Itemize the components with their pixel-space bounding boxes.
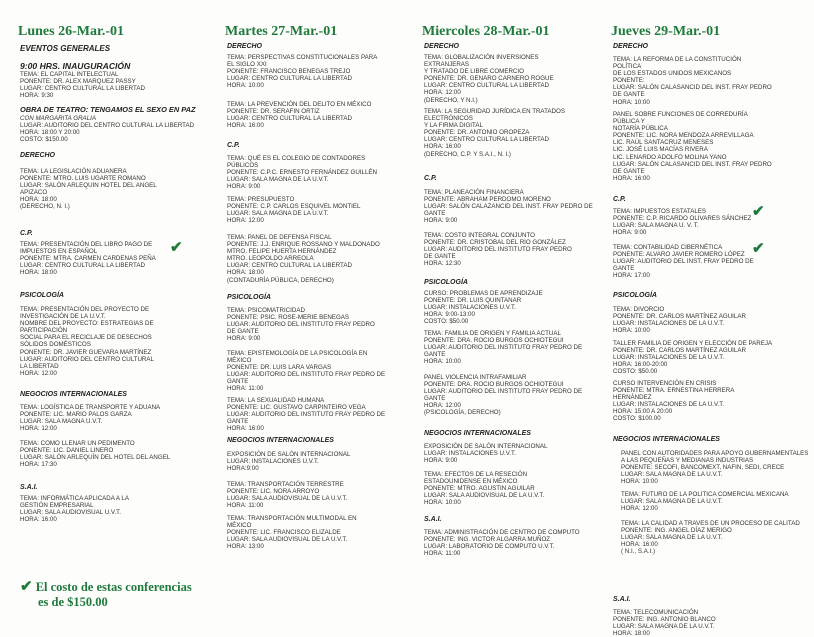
day-header: Miercoles 28-Mar.-01 bbox=[422, 24, 550, 39]
text-line: LUGAR: SALA MAGNA DE LA U.V.T. bbox=[613, 623, 715, 631]
text-line: LIC. JOSÉ LUIS MACÍAS RIVERA bbox=[613, 146, 708, 154]
text-line: HORA: 10:00 bbox=[227, 82, 264, 90]
text-line: TEMA: EFECTOS DE LA RESECIÓN bbox=[424, 471, 528, 478]
text-line: PONENTE: LIC. DANIEL LINERO bbox=[20, 447, 114, 455]
section-title: C.P. bbox=[613, 196, 626, 203]
text-line: LUGAR: SALÓN ARLEQUIN HOTEL DEL ANGEL bbox=[20, 182, 157, 190]
event-block bbox=[613, 609, 716, 637]
text-line: NOMBRE DEL PROYECTO: ESTRATEGIAS DE bbox=[20, 320, 154, 328]
text-line: HERNÁNDEZ bbox=[613, 394, 652, 402]
text-line: PONENTE: MTRA. CARMEN CARDENAS PEÑA bbox=[20, 255, 156, 263]
text-line: LUGAR: CENTRO CULTURAL LA LIBERTAD bbox=[20, 262, 145, 270]
text-line: EXPOSICIÓN DE SALÓN INTERNACIONAL bbox=[424, 443, 548, 450]
text-line: HORA: 17:00 bbox=[613, 272, 650, 280]
text-line: TEMA: PLANEACIÓN FINANCIERA bbox=[424, 189, 524, 196]
text-line: TEMA: FAMILIA DE ORIGEN Y FAMILIA ACTUAL bbox=[424, 330, 561, 337]
section-title: PSICOLOGÍA bbox=[227, 294, 271, 301]
text-line: TEMA: ADMINISTRACIÓN DE CENTRO DE COMPUTO bbox=[424, 529, 580, 536]
check-icon: ✔ bbox=[752, 203, 765, 220]
text-line: HORA: 12:30 bbox=[424, 260, 461, 268]
text-line: A LAS PEQUEÑAS Y MEDIANAS INDUSTRIAS bbox=[621, 457, 754, 465]
text-line: LUGAR: SALÓN ARLEQUÍN DEL HOTEL DEL ANGEL bbox=[20, 454, 171, 462]
text-line: LUGAR: AUDITORIO DEL INSTITUTO FRAY PEDRO bbox=[424, 246, 572, 254]
event-block bbox=[424, 330, 582, 365]
text-line: HORA: 12:00 bbox=[20, 425, 57, 433]
event-block bbox=[227, 234, 380, 284]
text-line: PANEL SOBRE FUNCIONES DE CORREDURÍA bbox=[613, 111, 748, 118]
text-line: GANTE bbox=[613, 265, 635, 273]
text-line: TEMA: LA LEGISLACIÓN ADUANERA bbox=[20, 168, 127, 175]
text-line: PONENTE: MTRO. LUIS UGARTE ROMANO bbox=[20, 175, 146, 183]
text-line: GANTE bbox=[227, 418, 249, 426]
text-line: LUGAR: AUDITORIO DEL INSTITUTO FRAY PEDRO DE bbox=[424, 388, 583, 396]
text-line: HORA: 18:00 bbox=[613, 630, 650, 637]
check-icon: ✔ bbox=[20, 579, 33, 595]
event-block bbox=[424, 529, 580, 557]
text-line: PONENTE: DR. JAVIER GUEVARA MARTÍNEZ bbox=[20, 348, 152, 356]
text-line: HORA: 12:00 bbox=[621, 505, 658, 513]
text-line: LUGAR: CENTRO CULTURAL LA LIBERTAD bbox=[227, 262, 352, 270]
text-line: TEMA: PRESENTACIÓN DEL PROYECTO DE bbox=[20, 306, 150, 313]
text-line: LUGAR: INSTALACIONES U.V.T. bbox=[227, 458, 319, 466]
text-line: LUGAR: INSTALACIONES DE LA U.V.T. bbox=[613, 320, 725, 328]
text-line: HORA: 9:00 bbox=[424, 457, 458, 465]
text-line: HORA: 10:00 bbox=[613, 327, 650, 335]
text-line: MÉXICO bbox=[227, 522, 252, 530]
text-line: HORA: 16:00 bbox=[621, 541, 658, 549]
section-title: PSICOLOGÍA bbox=[20, 292, 64, 299]
text-line: SOCIAL PARA EL RECICLAJE DE DESECHOS bbox=[20, 334, 152, 342]
text-line: TEMA: PRESUPUESTO bbox=[227, 196, 295, 203]
section-title: PSICOLOGÍA bbox=[424, 279, 468, 286]
text-line: TEMA: LA SEGURIDAD JURÍDICA EN TRATADOS bbox=[424, 108, 565, 115]
text-line: LUGAR: CENTRO CULTURAL LA LIBERTAD bbox=[424, 82, 549, 90]
event-block bbox=[227, 397, 385, 432]
event-block bbox=[227, 155, 377, 190]
text-line: PANEL CON AUTORIDADES PARA APOYO GUBERNAMENTALES bbox=[621, 450, 809, 457]
text-line: PONENTE: LIC. NORA ARROYO bbox=[227, 488, 320, 496]
text-line: GANTE bbox=[424, 395, 446, 403]
text-line: PONENTE: ING. ANGEL DÍAZ MERIGO bbox=[621, 527, 732, 535]
text-line: LUGAR: CENTRO CULTURAL LA LIBERTAD bbox=[20, 85, 145, 93]
text-line: HORA: 16:00 bbox=[424, 143, 461, 151]
text-line: HORA: 16:00 bbox=[613, 174, 650, 182]
text-line: LUGAR: INSTALACIONES U.V.T. bbox=[424, 304, 516, 312]
text-line: LUGAR: AUDITORIO DEL INSTITUTO FRAY PEDRO DE bbox=[424, 344, 583, 352]
event-block bbox=[227, 54, 377, 89]
event-block bbox=[20, 306, 154, 377]
text-line: DE GANTE bbox=[227, 328, 259, 336]
event-block bbox=[621, 520, 800, 555]
text-line: PONENTE: C.P. RICARDO OLIVARES SÁNCHEZ bbox=[613, 215, 752, 223]
text-line: PONENTE: DR. CRISTOBAL DEL RIO GONZÁLEZ bbox=[424, 239, 566, 247]
text-line: COSTO: $100.00 bbox=[613, 415, 661, 423]
text-line: PONENTE: DR. GENARO CARNERO ROGUE bbox=[424, 75, 554, 83]
text-line: MÉXICO bbox=[227, 357, 252, 365]
text-line: TEMA: PRESENTACIÓN DEL LIBRO PAGO DE bbox=[20, 241, 153, 248]
text-line: HORA: 17:30 bbox=[20, 461, 57, 469]
text-line: PONENTE: LIC. NORA MENDOZA ARREVILLAGA bbox=[613, 132, 754, 140]
text-line: LUGAR: INSTALACIONES DE LA U.V.T. bbox=[613, 401, 725, 409]
text-line: ( N.I., S.A.I.) bbox=[621, 548, 656, 556]
event-block bbox=[621, 491, 789, 512]
event-block bbox=[613, 244, 754, 279]
text-line: HORA: 11:00 bbox=[424, 550, 461, 558]
text-line: LUGAR: CENTRO CULTURAL LA LIBERTAD bbox=[227, 75, 352, 83]
text-line: HORA: 11:00 bbox=[227, 385, 264, 393]
check-icon: ✔ bbox=[752, 240, 765, 257]
event-block bbox=[227, 101, 371, 129]
text-line: HORA: 10:00 bbox=[621, 478, 658, 486]
text-line: HORA: 12:00 bbox=[424, 402, 461, 410]
event-block bbox=[424, 290, 543, 325]
text-line: HORA: 18:00 bbox=[20, 269, 57, 277]
event-block bbox=[20, 404, 160, 432]
text-line: LUGAR: LABORATORIO DE COMPUTO U.V.T. bbox=[424, 543, 555, 551]
text-line: LUGAR: INSTALACIONES DE LA U.V.T. bbox=[613, 354, 725, 362]
text-line: SÓLIDOS DOMÉSTICOS bbox=[20, 341, 91, 349]
text-line: HORA: 9:00 bbox=[227, 335, 261, 343]
text-line: LUGAR: SALA AUDIOVISUAL DE LA U.V.T. bbox=[227, 495, 348, 503]
text-line: EL SIGLO XXI bbox=[227, 61, 267, 69]
inauguration-details bbox=[20, 71, 145, 99]
section-title: DERECHO bbox=[20, 152, 56, 159]
text-line: PONENTE: ALVARO JAVIER ROMERO LÓPEZ bbox=[613, 251, 745, 259]
text-line: PONENTE: DR. CARLOS MARTÍNEZ AGUILAR bbox=[613, 347, 746, 355]
text-line: PONENTE: C.P. CARLOS ESQUIVEL MONTIEL bbox=[227, 203, 361, 211]
text-line: (CONTADURÍA PÚBLICA, DERECHO) bbox=[227, 276, 334, 284]
text-line: TEMA: FUTURO DE LA POLITICA COMERCIAL MEXICANA bbox=[621, 491, 789, 498]
event-block bbox=[227, 307, 375, 342]
event-block bbox=[20, 440, 170, 468]
text-line: EXTRANJERAS bbox=[424, 61, 470, 69]
text-line: HORA: 10:00 bbox=[613, 98, 650, 106]
text-line: (DERECHO, N. I.) bbox=[20, 203, 70, 211]
text-line: TEMA: DIVORCIO bbox=[613, 306, 665, 313]
event-block bbox=[20, 241, 156, 276]
text-line: PONENTE: MTRO. AGUSTIN AGUILAR bbox=[424, 485, 535, 493]
text-line: TEMA: INFORMÁTICA APLICADA A LA bbox=[20, 495, 129, 502]
section-title: C.P. bbox=[20, 230, 33, 237]
section-title: DERECHO bbox=[227, 43, 263, 50]
text-line: TEMA: TRANSPORTACIÓN TERRESTRE bbox=[227, 481, 344, 488]
text-line: LUGAR: SALÓN CALASANCID DEL INST. FRAY PEDRO bbox=[613, 84, 772, 92]
text-line: LUGAR: SALA MAGNA U.V.T. bbox=[20, 418, 103, 426]
text-line: HORA:9:00 bbox=[227, 465, 259, 473]
inauguration-title: 9:00 HRS. INAUGURACIÓN bbox=[20, 61, 131, 71]
text-line: PÚBLICOS bbox=[227, 162, 259, 170]
event-block bbox=[424, 443, 547, 464]
text-line: HORA: 12:00 bbox=[20, 369, 57, 377]
day-header: Jueves 29-Mar.-01 bbox=[611, 24, 721, 39]
text-line: PONENTE: DR. LUIS QUINTANAR bbox=[424, 297, 522, 305]
event-block bbox=[227, 451, 350, 472]
text-line: LUGAR: SALÓN CALASANCID DEL INST. FRAY PEDRO bbox=[613, 160, 772, 168]
text-line: HORA: 11:00 bbox=[227, 502, 264, 510]
text-line: TEMA: EPISTEMOLOGÍA DE LA PSICOLOGÍA EN bbox=[227, 350, 368, 357]
text-line: PANEL VIOLENCIA INTRAFAMILIAR bbox=[424, 374, 527, 381]
text-line: LUGAR: AUDITORIO DEL INSTITUTO FRAY PEDRO DE bbox=[227, 371, 386, 379]
text-line: COSTO: $150.00 bbox=[20, 136, 68, 144]
text-line: LIC. RAÚL SANTACRUZ MENESES bbox=[613, 139, 714, 147]
text-line: HORA: 10:00 bbox=[424, 358, 461, 366]
text-line: HORA: 15:00 A 20:00 bbox=[613, 408, 673, 416]
text-line: TEMA: EL CAPITAL INTELECTUAL bbox=[20, 71, 119, 78]
cost-note-line2: es de $150.00 bbox=[38, 595, 108, 609]
text-line: GESTIÓN EMPRESARIAL bbox=[20, 502, 94, 510]
text-line: EXPOSICIÓN DE SALÓN INTERNACIONAL bbox=[227, 451, 351, 458]
text-line: IMPUESTOS EN ESPAÑOL bbox=[20, 248, 98, 256]
text-line: PONENTE: DRA. ROCIO BURGOS OCHIOTEGUI bbox=[424, 337, 564, 345]
text-line: TEMA: PANEL DE DEFENSA FISCAL bbox=[227, 234, 332, 241]
text-line: LUGAR: INSTALACIONES U.V.T. bbox=[424, 450, 516, 458]
text-line: HORA: 9:00 bbox=[613, 229, 647, 237]
text-line: PONENTE: J.J. ENRIQUE ROSSANO Y MALDONADO bbox=[227, 241, 380, 249]
text-line: PONENTE: C.P.C. ERNESTO FERNÁNDEZ GUILLÉN bbox=[227, 169, 378, 177]
text-line: HORA: 12:00 bbox=[424, 89, 461, 97]
text-line: LUGAR: AUDITORIO DEL INSTITUTO FRAY PEDRO bbox=[227, 321, 375, 329]
text-line: PONENTE: FRANCISCO BENEGAS TREJO bbox=[227, 68, 351, 76]
text-line: HORA: 16:00 bbox=[227, 425, 264, 433]
text-line: (PSICOLOGÍA, DERECHO) bbox=[424, 409, 501, 417]
text-line: PONENTE: MTRA. ERNESTINA HERRERA bbox=[613, 387, 735, 395]
text-line: TALLER FAMILIA DE ORIGEN Y ELECCIÓN DE PAREJA bbox=[613, 340, 773, 347]
section-title: S.A.I. bbox=[20, 484, 38, 491]
event-block bbox=[613, 340, 772, 375]
text-line: PONENTE: LIC. MARIO PALOS GARZA bbox=[20, 411, 132, 419]
text-line: CON MARGARITA GRALIA bbox=[20, 115, 96, 122]
play-details bbox=[20, 115, 194, 143]
text-line: POLÍTICA bbox=[613, 63, 642, 71]
text-line: DE GANTE bbox=[613, 91, 645, 99]
text-line: LUGAR: SALA MAGNA U. V. T. bbox=[613, 222, 699, 230]
text-line: GANTE bbox=[424, 351, 446, 359]
text-line: LUGAR: SALA MAGNA DE LA U.V.T. bbox=[227, 176, 329, 184]
text-line: COSTO: $50.00 bbox=[613, 368, 658, 376]
event-block bbox=[424, 232, 572, 267]
section-title: NEGOCIOS INTERNACIONALES bbox=[227, 437, 334, 444]
text-line: LUGAR: SALA MAGNA DE LA U.V.T. bbox=[621, 534, 723, 542]
section-title: C.P. bbox=[424, 175, 437, 182]
event-block bbox=[227, 481, 347, 509]
text-line: MTRO. LEOPOLDO ARREOLA bbox=[227, 255, 314, 263]
text-line: HORA: 9:00 bbox=[424, 217, 458, 225]
text-line: ELECTRÓNICOS bbox=[424, 115, 473, 123]
text-line: TEMA: COSTO INTEGRAL CONJUNTO bbox=[424, 232, 535, 239]
cost-note-line1: El costo de estas conferencias bbox=[35, 580, 192, 594]
event-block bbox=[424, 189, 593, 224]
text-line: (DERECHO, Y N.I.) bbox=[424, 96, 478, 104]
event-block bbox=[424, 471, 544, 506]
section-title: NEGOCIOS INTERNACIONALES bbox=[20, 391, 127, 398]
text-line: TEMA: LA CALIDAD A TRAVES DE UN PROCESO DE CALITAD bbox=[621, 520, 800, 527]
text-line: TEMA: LA PREVENCIÓN DEL DELITO EN MÉXICO bbox=[227, 101, 372, 108]
text-line: PONENTE: ABRAHAM PERDOMO MORENO bbox=[424, 196, 551, 204]
text-line: LUGAR: AUDITORIO DEL INSTITUTO FRAY PEDRO DE bbox=[227, 411, 386, 419]
text-line: PONENTE: DR. ANTONIO OROPEZA bbox=[424, 129, 530, 137]
check-icon: ✔ bbox=[170, 239, 183, 256]
text-line: HORA: 10:00 bbox=[424, 499, 461, 507]
event-block bbox=[613, 208, 751, 236]
event-block bbox=[227, 350, 385, 393]
event-block bbox=[20, 168, 157, 211]
section-title: PSICOLOGÍA bbox=[613, 292, 657, 299]
text-line: NOTARÍA PÚBLICA bbox=[613, 125, 668, 133]
text-line: LUGAR: SALA AUDIOVISUAL DE LA U.V.T. bbox=[424, 492, 545, 500]
text-line: LUGAR: SALA MAGNA DE LA U.V.T. bbox=[621, 498, 723, 506]
text-line: PONENTE: SECOFI, BANCOMEXT, NAFIN, SEDI, CRECE bbox=[621, 464, 785, 472]
text-line: HORA: 16:00 bbox=[227, 122, 264, 130]
play-title: OBRA DE TEATRO: TENGAMOS EL SEXO EN PAZ bbox=[20, 105, 196, 114]
event-block bbox=[613, 306, 746, 334]
text-line: LA LIBERTAD bbox=[20, 362, 59, 370]
event-block bbox=[613, 111, 772, 182]
section-title: NEGOCIOS INTERNACIONALES bbox=[613, 436, 720, 443]
text-line: LUGAR: AUDITORIO DEL CENTRO CULTURAL bbox=[20, 355, 154, 363]
text-line: TEMA: LA REFORMA DE LA CONSTITUCIÓN bbox=[613, 56, 742, 63]
text-line: TEMA: QUÉ ES EL COLEGIO DE CONTADORES bbox=[227, 155, 366, 162]
text-line: APIZACO bbox=[20, 189, 48, 197]
text-line: PONENTE: ING. ANTONIO BLANCO bbox=[613, 616, 716, 624]
text-line: PONENTE: ING. VICTOR ALGARRA MUÑOZ bbox=[424, 536, 551, 544]
text-line: HORA: 18:00 bbox=[227, 269, 264, 277]
text-line: LUGAR: SALA MAGNA DE LA U.V.T. bbox=[621, 471, 723, 479]
section-title: DERECHO bbox=[424, 43, 460, 50]
text-line: DE GANTE bbox=[613, 167, 645, 175]
section-title: C.P. bbox=[227, 142, 240, 149]
text-line: TEMA: GLOBALIZACIÓN INVERSIONES bbox=[424, 54, 539, 61]
cost-note bbox=[20, 580, 192, 610]
text-line: Y LA FIRMA DIGITAL bbox=[424, 122, 483, 130]
event-block bbox=[613, 56, 772, 106]
event-block bbox=[20, 495, 129, 523]
text-line: COSTO: $50.00 bbox=[424, 318, 469, 326]
text-line: TEMA: CONTABILIDAD CIBERNÉTICA bbox=[613, 244, 723, 251]
text-line: TEMA: LOGÍSTICA DE TRANSPORTE Y ADUANA bbox=[20, 404, 161, 411]
text-line: LUGAR: SALÓN CALAZANCID DEL INST. FRAY PEDRO DE bbox=[424, 203, 593, 211]
text-line: PONENTE: LIC. GUSTAVO CARPINTEIRO VEGA bbox=[227, 404, 366, 412]
text-line: LUGAR: AUDITORIO DEL CENTRO CULTURAL LA LIBERTAD bbox=[20, 122, 195, 130]
event-block bbox=[613, 380, 734, 423]
text-line: TEMA: COMO LLENAR UN PEDIMENTO bbox=[20, 440, 135, 447]
text-line: LUGAR: SALA MAGNA DE LA U.V.T. bbox=[227, 210, 329, 218]
section-title: NEGOCIOS INTERNACIONALES bbox=[424, 430, 531, 437]
text-line: PONENTE: DR. LUIS LARA VARGAS bbox=[227, 364, 332, 372]
text-line: LUGAR: CENTRO CULTURAL LA LIBERTAD bbox=[227, 115, 352, 123]
event-block bbox=[227, 196, 360, 224]
text-line: PÚBLICA Y bbox=[613, 118, 645, 126]
section-title: S.A.I. bbox=[613, 596, 631, 603]
text-line: HORA: 18:00 bbox=[20, 196, 57, 204]
section-title: DERECHO bbox=[613, 43, 649, 50]
text-line: LUGAR: CENTRO CULTURAL LA LIBERTAD bbox=[424, 136, 549, 144]
text-line: CURSO INTERVENCIÓN EN CRISIS bbox=[613, 380, 717, 387]
text-line: PONENTE: DRA. ROCIO BURGOS OCHIOTEGUI bbox=[424, 381, 564, 389]
text-line: (DERECHO, C.P. Y S.A.I., N. I.) bbox=[424, 150, 511, 158]
event-block bbox=[424, 108, 565, 158]
section-title: S.A.I. bbox=[424, 516, 442, 523]
text-line: HORA: 9:00 bbox=[227, 183, 261, 191]
text-line: LUGAR: AUDITORIO DEL INST. FRAY PEDRO DE bbox=[613, 258, 754, 266]
text-line: DE GANTE bbox=[424, 253, 456, 261]
text-line: PONENTE: DR. CARLOS MARTÍNEZ AGUILAR bbox=[613, 313, 746, 321]
events-title: EVENTOS GENERALES bbox=[20, 44, 111, 53]
text-line: DE LOS ESTADOS UNIDOS MEXICANOS bbox=[613, 70, 732, 78]
text-line: PARTICIPACIÓN bbox=[20, 327, 68, 335]
text-line: INVESTIGACIÓN DE LA U.V.T. bbox=[20, 313, 106, 321]
text-line: HORA: 13:00 bbox=[227, 543, 264, 551]
event-block bbox=[424, 54, 554, 104]
text-line: TEMA: PSICOMATRICIDAD bbox=[227, 307, 305, 314]
text-line: GANTE bbox=[424, 210, 446, 218]
text-line: HORA: 16:00 bbox=[20, 516, 57, 524]
day-header: Martes 27-Mar.-01 bbox=[225, 24, 338, 39]
event-block bbox=[424, 374, 582, 417]
text-line: TEMA: IMPUESTOS ESTATALES bbox=[613, 208, 707, 215]
text-line: MTRO. FELIPE HUERTA HERNÁNDEZ bbox=[227, 248, 337, 256]
text-line: LUGAR: SALA AUDIOVISUAL U.V.T. bbox=[20, 509, 121, 517]
text-line: PONENTE: LIC. FRANCISCO ELIZALDE bbox=[227, 529, 341, 537]
text-line: HORA: 9:30 bbox=[20, 92, 54, 100]
text-line: HORA: 18:00 Y 20:00 bbox=[20, 129, 80, 137]
text-line: TEMA: PERSPECTIVAS CONSTITUCIONALES PARA bbox=[227, 54, 378, 61]
text-line: HORA: 9:00-13:00 bbox=[424, 311, 475, 319]
text-line: LIC. LENARDO ADOLFO MOLINA YANO bbox=[613, 153, 727, 161]
text-line: TEMA: TRANSPORTACIÓN MULTIMODAL EN bbox=[227, 515, 357, 522]
text-line: PONENTE: PSIC. ROSE-MERIE BENEGAS bbox=[227, 314, 350, 322]
text-line: ESTADOUNIDENSE EN MÉXICO bbox=[424, 478, 518, 486]
text-line: GANTE bbox=[227, 378, 249, 386]
text-line: PONENTE: DR. ALEX MARQUEZ PASSY bbox=[20, 78, 136, 86]
text-line: TEMA: LA SEXUALIDAD HUMANA bbox=[227, 397, 325, 404]
text-line: LUGAR: SALA AUDIOVISUAL DE LA U.V.T. bbox=[227, 536, 348, 544]
text-line: PONENTE: bbox=[613, 77, 645, 85]
event-block bbox=[227, 515, 357, 550]
text-line: TEMA: TELECOMUNICACIÓN bbox=[613, 609, 699, 616]
day-header: Lunes 26-Mar.-01 bbox=[18, 24, 125, 39]
text-line: HORA: 16:00-20:00 bbox=[613, 361, 668, 369]
text-line: PONENTE: DR. SERAFIN ORTIZ bbox=[227, 108, 320, 116]
text-line: Y TRATADO DE LIBRE COMERCIO bbox=[424, 68, 524, 76]
text-line: HORA: 12:00 bbox=[227, 217, 264, 225]
event-block bbox=[621, 450, 808, 485]
text-line: CURSO: PROBLEMAS DE APRENDIZAJE bbox=[424, 290, 543, 297]
